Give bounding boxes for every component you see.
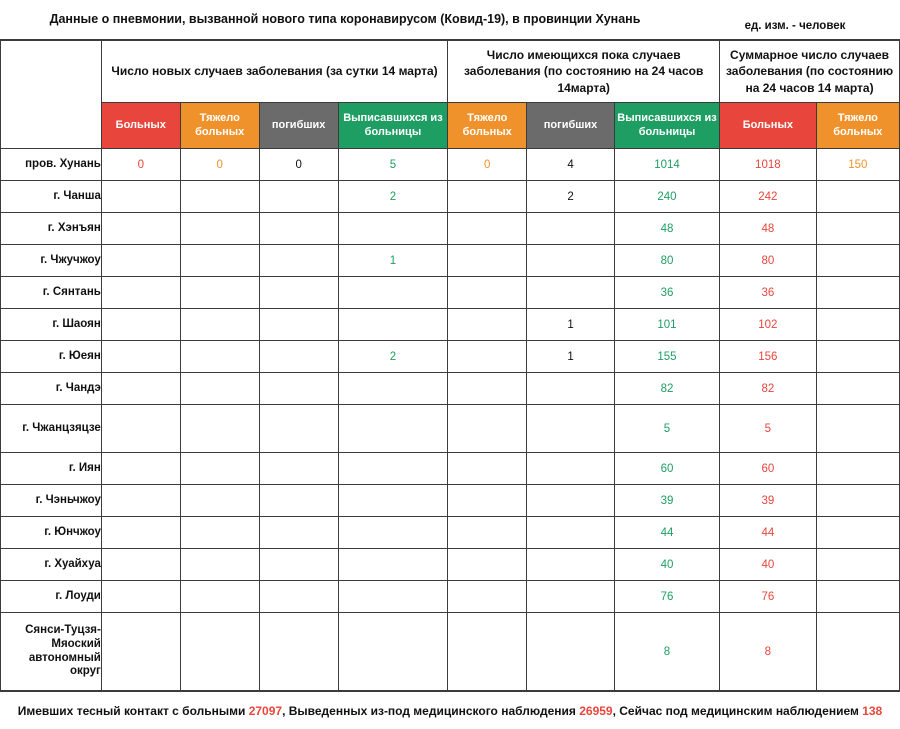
data-cell	[338, 213, 448, 245]
data-cell	[527, 549, 615, 581]
data-cell: 76	[720, 581, 816, 613]
data-cell: 240	[614, 181, 719, 213]
data-cell: 1	[527, 309, 615, 341]
data-cell	[448, 245, 527, 277]
data-cell: 44	[614, 517, 719, 549]
data-cell	[816, 453, 899, 485]
data-cell	[816, 277, 899, 309]
table-row	[1, 549, 900, 581]
data-cell	[527, 581, 615, 613]
column-header-total-severe: Тяжело больных	[816, 103, 899, 149]
group-header-total-cases: Суммарное число случаев заболевания (по состоянию на 24 часов 14 марта)	[720, 41, 900, 103]
data-cell	[338, 517, 448, 549]
table-row	[1, 613, 900, 691]
data-cell	[259, 341, 338, 373]
data-cell: 40	[614, 549, 719, 581]
table-row	[1, 341, 900, 373]
data-cell	[816, 485, 899, 517]
data-cell	[527, 485, 615, 517]
footer-text-3: , Сейчас под медицинским наблюдением	[612, 703, 863, 718]
data-cell: 36	[720, 277, 816, 309]
data-cell	[259, 245, 338, 277]
data-cell	[259, 485, 338, 517]
data-cell	[448, 405, 527, 453]
column-header-current-severe: Тяжело больных	[448, 103, 527, 149]
data-cell: 156	[720, 341, 816, 373]
data-cell: 155	[614, 341, 719, 373]
table-row	[1, 581, 900, 613]
data-cell: 0	[180, 149, 259, 181]
table-row	[1, 405, 900, 453]
data-cell	[816, 213, 899, 245]
data-cell: 39	[614, 485, 719, 517]
data-cell	[338, 581, 448, 613]
row-label: Сянси-Туцзя-Мяоский автономный округ	[1, 613, 102, 691]
data-cell: 76	[614, 581, 719, 613]
data-cell: 39	[720, 485, 816, 517]
data-cell	[180, 277, 259, 309]
column-header-current-discharged: Выписавшихся из больницы	[614, 103, 719, 149]
row-label: пров. Хунань	[1, 149, 102, 181]
data-cell: 60	[720, 453, 816, 485]
data-cell	[180, 549, 259, 581]
footer-contacts-count: 27097	[248, 703, 283, 718]
data-cell	[816, 549, 899, 581]
data-cell: 242	[720, 181, 816, 213]
data-cell: 2	[338, 181, 448, 213]
data-cell	[527, 277, 615, 309]
data-cell	[101, 581, 180, 613]
data-cell: 5	[614, 405, 719, 453]
data-cell	[259, 453, 338, 485]
data-cell	[101, 485, 180, 517]
data-cell	[448, 485, 527, 517]
data-cell	[101, 245, 180, 277]
table-row	[1, 149, 900, 181]
data-cell: 44	[720, 517, 816, 549]
row-label: г. Юнчжоу	[1, 517, 102, 549]
title-bar	[0, 0, 900, 40]
data-cell	[259, 581, 338, 613]
row-label: г. Чандэ	[1, 373, 102, 405]
data-cell	[448, 581, 527, 613]
data-cell	[338, 309, 448, 341]
page-title: Данные о пневмонии, вызванной нового типа коронавирусом (Ковид-19), в провинции Хунань	[49, 11, 641, 26]
data-cell: 8	[720, 613, 816, 691]
row-label: г. Хуайхуа	[1, 549, 102, 581]
data-cell	[180, 405, 259, 453]
data-cell: 5	[720, 405, 816, 453]
data-cell	[338, 613, 448, 691]
data-cell	[448, 277, 527, 309]
row-label: г. Чжанцзяцзе	[1, 405, 102, 453]
data-cell: 8	[614, 613, 719, 691]
row-label: г. Иян	[1, 453, 102, 485]
data-cell: 0	[101, 149, 180, 181]
covid-data-table	[0, 40, 900, 691]
data-cell	[101, 277, 180, 309]
data-cell: 2	[338, 341, 448, 373]
data-cell: 0	[448, 149, 527, 181]
data-cell	[180, 581, 259, 613]
data-cell	[816, 341, 899, 373]
table-row	[1, 517, 900, 549]
data-cell: 101	[614, 309, 719, 341]
data-cell: 82	[720, 373, 816, 405]
data-cell: 48	[614, 213, 719, 245]
data-cell	[816, 373, 899, 405]
data-cell: 1	[338, 245, 448, 277]
column-header-total-sick: Больных	[720, 103, 816, 149]
data-cell	[180, 453, 259, 485]
data-cell	[816, 517, 899, 549]
data-cell: 4	[527, 149, 615, 181]
data-cell	[527, 613, 615, 691]
data-cell: 82	[614, 373, 719, 405]
data-cell	[259, 373, 338, 405]
column-header-new-deaths: погибших	[259, 103, 338, 149]
data-cell	[816, 405, 899, 453]
data-cell	[259, 549, 338, 581]
data-cell	[259, 181, 338, 213]
row-label: г. Сянтань	[1, 277, 102, 309]
data-cell	[259, 309, 338, 341]
data-cell	[448, 341, 527, 373]
data-cell	[448, 181, 527, 213]
table-row	[1, 245, 900, 277]
row-label: г. Лоуди	[1, 581, 102, 613]
data-cell	[101, 373, 180, 405]
data-cell	[180, 309, 259, 341]
data-cell	[448, 549, 527, 581]
data-cell	[448, 213, 527, 245]
data-cell: 1018	[720, 149, 816, 181]
group-header-current-cases: Число имеющихся пока случаев заболевания (по состоянию на 24 часов 14марта)	[448, 41, 720, 103]
column-header-new-sick: Больных	[101, 103, 180, 149]
data-cell	[527, 245, 615, 277]
table-row	[1, 373, 900, 405]
row-label: г. Хэнъян	[1, 213, 102, 245]
data-cell	[338, 485, 448, 517]
data-cell	[101, 341, 180, 373]
data-cell	[816, 613, 899, 691]
data-cell: 5	[338, 149, 448, 181]
table-row	[1, 309, 900, 341]
data-cell	[448, 613, 527, 691]
group-header-row	[1, 41, 900, 103]
data-cell	[180, 213, 259, 245]
data-cell: 102	[720, 309, 816, 341]
data-cell	[816, 581, 899, 613]
data-cell	[101, 309, 180, 341]
data-cell	[180, 181, 259, 213]
data-cell	[448, 453, 527, 485]
table-row	[1, 453, 900, 485]
data-cell	[816, 181, 899, 213]
data-cell: 1	[527, 341, 615, 373]
data-cell	[527, 517, 615, 549]
data-cell: 1014	[614, 149, 719, 181]
data-cell	[338, 373, 448, 405]
data-cell	[448, 517, 527, 549]
data-cell: 48	[720, 213, 816, 245]
data-cell	[527, 373, 615, 405]
data-cell	[180, 613, 259, 691]
data-cell	[101, 181, 180, 213]
data-cell	[180, 245, 259, 277]
data-cell	[338, 277, 448, 309]
data-cell	[259, 405, 338, 453]
data-cell	[527, 213, 615, 245]
data-cell	[101, 453, 180, 485]
row-label: г. Чанша	[1, 181, 102, 213]
data-cell	[816, 245, 899, 277]
table-row	[1, 485, 900, 517]
group-header-new-cases: Число новых случаев заболевания (за сутки 14 марта)	[101, 41, 447, 103]
data-cell	[816, 309, 899, 341]
data-cell	[338, 405, 448, 453]
data-cell: 60	[614, 453, 719, 485]
row-label: г. Чэньчжоу	[1, 485, 102, 517]
column-header-current-deaths: погибших	[527, 103, 615, 149]
row-label: г. Шаоян	[1, 309, 102, 341]
footer-observation-count: 138	[862, 703, 883, 718]
data-cell: 80	[720, 245, 816, 277]
table-row	[1, 213, 900, 245]
data-cell	[101, 213, 180, 245]
data-cell	[180, 485, 259, 517]
data-cell	[259, 213, 338, 245]
data-cell	[180, 341, 259, 373]
data-cell	[527, 405, 615, 453]
data-cell	[259, 517, 338, 549]
footer-released-count: 26959	[579, 703, 613, 718]
row-label: г. Юеян	[1, 341, 102, 373]
column-header-new-severe: Тяжело больных	[180, 103, 259, 149]
table-body	[1, 149, 900, 691]
row-label: г. Чжучжоу	[1, 245, 102, 277]
data-cell: 80	[614, 245, 719, 277]
data-cell	[101, 549, 180, 581]
column-header-row	[1, 103, 900, 149]
data-cell: 2	[527, 181, 615, 213]
data-cell: 150	[816, 149, 899, 181]
data-cell	[448, 373, 527, 405]
data-cell	[259, 613, 338, 691]
table-row	[1, 277, 900, 309]
data-cell	[101, 517, 180, 549]
data-cell	[101, 405, 180, 453]
data-cell	[259, 277, 338, 309]
data-cell	[338, 453, 448, 485]
footer-summary	[0, 691, 900, 729]
column-header-new-discharged: Выписавшихся из больницы	[338, 103, 448, 149]
corner-cell	[1, 41, 102, 149]
data-cell	[338, 549, 448, 581]
unit-label: ед. изм. - человек	[744, 19, 846, 32]
data-cell: 36	[614, 277, 719, 309]
table-row	[1, 181, 900, 213]
data-cell: 40	[720, 549, 816, 581]
data-cell	[180, 517, 259, 549]
data-cell	[448, 309, 527, 341]
footer-text-1: Имевших тесный контакт с больными	[17, 703, 249, 718]
data-cell: 0	[259, 149, 338, 181]
data-cell	[101, 613, 180, 691]
data-cell	[527, 453, 615, 485]
data-cell	[180, 373, 259, 405]
footer-text-2: , Выведенных из-под медицинского наблюдения	[282, 703, 580, 718]
